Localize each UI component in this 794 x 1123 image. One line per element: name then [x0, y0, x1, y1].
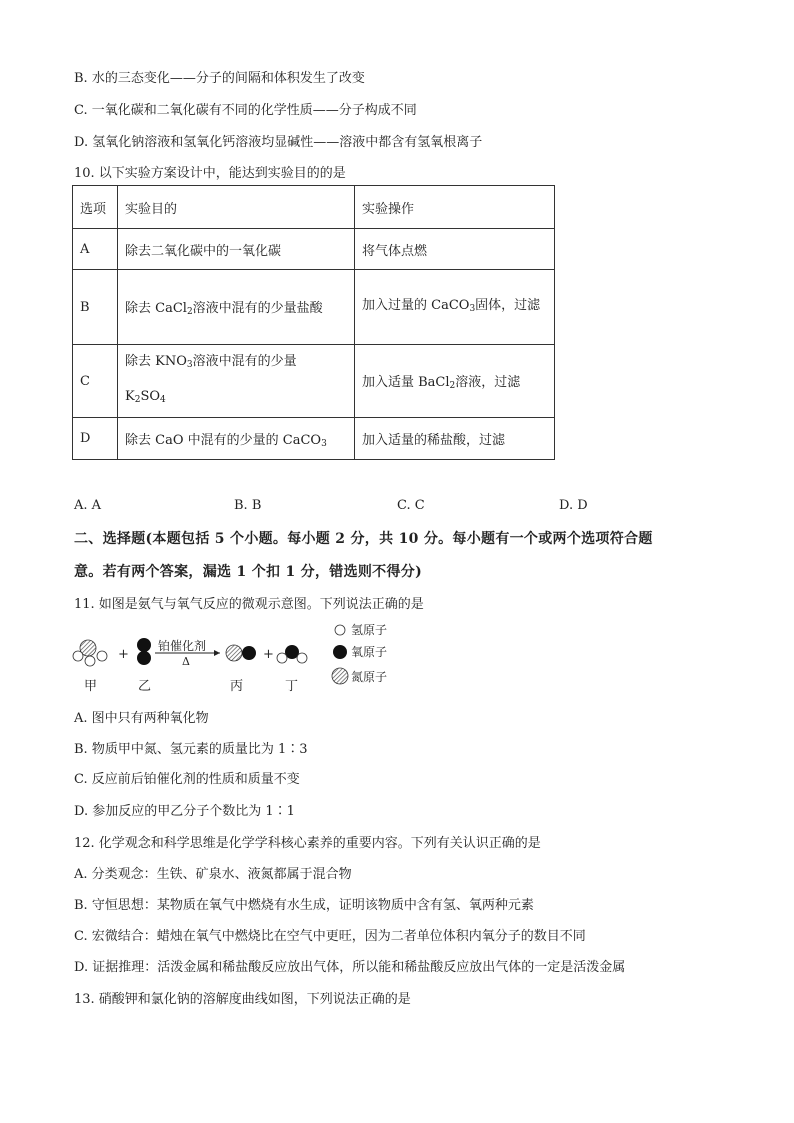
q12-option-c[interactable]: C. 宏微结合：蜡烛在氧气中燃烧比在空气中更旺，因为二者单位体积内氧分子的数目不同	[74, 929, 586, 944]
row-operation: 加入适量 BaCl$_2$溶液，过滤	[355, 345, 555, 418]
choice-d[interactable]: D. D	[559, 498, 588, 513]
reaction-diagram	[70, 618, 410, 698]
question-12-stem: 12. 化学观念和科学思维是化学学科核心素养的重要内容。下列有关认识正确的是	[74, 836, 541, 851]
plus-sign-1: +	[118, 647, 129, 662]
legend	[332, 623, 387, 684]
row-operation: 将气体点燃	[355, 229, 555, 270]
arrow-head-icon	[214, 650, 220, 656]
q12-option-a[interactable]: A. 分类观念：生铁、矿泉水、液氮都属于混合物	[74, 867, 352, 882]
question-11-stem: 11. 如图是氨气与氧气反应的微观示意图。下列说法正确的是	[74, 597, 424, 612]
choice-a[interactable]: A. A	[74, 498, 102, 513]
option-b: B. 水的三态变化——分子的间隔和体积发生了改变	[74, 71, 365, 86]
nitric-oxide-molecule	[226, 645, 256, 661]
hydrogen-legend-icon	[335, 625, 345, 635]
choice-b[interactable]: B. B	[234, 498, 262, 513]
row-option: B	[73, 270, 118, 345]
row-purpose: 除去 CaCl$_2$溶液中混有的少量盐酸	[118, 270, 355, 345]
legend-hydrogen: 氢原子	[351, 623, 388, 637]
row-purpose: 除去 $KNO_3$溶液中混有的少量 $K_2SO_4$	[118, 345, 355, 418]
question-10-stem: 10. 以下实验方案设计中，能达到实验目的的是	[74, 166, 346, 181]
choice-c[interactable]: C. C	[397, 498, 425, 513]
row-operation: 加入适量的稀盐酸，过滤	[355, 418, 555, 460]
label-ding: 丁	[285, 679, 299, 694]
table-header-row	[73, 186, 555, 229]
label-jia: 甲	[84, 679, 98, 694]
q11-option-b[interactable]: B. 物质甲中氮、氢元素的质量比为 1∶3	[74, 742, 308, 757]
option-c: C. 一氧化碳和二氧化碳有不同的化学性质——分子构成不同	[74, 103, 417, 118]
option-d: D. 氢氧化钠溶液和氢氧化钙溶液均显碱性——溶液中都含有氢氧根离子	[74, 135, 483, 150]
q11-option-d[interactable]: D. 参加反应的甲乙分子个数比为 1∶1	[74, 804, 295, 819]
section-heading-line-1: 二、选择题(本题包括 5 个小题。每小题 2 分，共 10 分。每小题有一个或两个选项符合题	[74, 531, 653, 547]
plus-sign-2: +	[263, 647, 274, 662]
oxygen-legend-icon	[333, 645, 347, 659]
q12-option-b[interactable]: B. 守恒思想：某物质在氧气中燃烧有水生成，证明该物质中含有氢、氧两种元素	[74, 898, 534, 913]
table-row	[73, 270, 555, 345]
nitrogen-legend-icon	[332, 668, 348, 684]
header-operation: 实验操作	[355, 186, 555, 229]
water-molecule	[277, 645, 307, 663]
header-purpose: 实验目的	[118, 186, 355, 229]
section-heading-line-2: 意。若有两个答案，漏选 1 个扣 1 分，错选则不得分)	[74, 564, 423, 580]
row-option: D	[73, 418, 118, 460]
legend-oxygen: 氧原子	[351, 645, 388, 659]
q11-option-a[interactable]: A. 图中只有两种氧化物	[74, 711, 209, 726]
question-13-stem: 13. 硝酸钾和氯化钠的溶解度曲线如图，下列说法正确的是	[74, 992, 411, 1007]
table-row	[73, 345, 555, 418]
row-operation: 加入过量的 CaCO$_3$固体，过滤	[355, 270, 555, 345]
label-yi: 乙	[138, 679, 152, 694]
q12-option-d[interactable]: D. 证据推理：活泼金属和稀盐酸反应放出气体，所以能和稀盐酸反应放出气体的一定是活泼金属	[74, 960, 626, 975]
row-purpose: 除去二氧化碳中的一氧化碳	[118, 229, 355, 270]
experiment-table	[72, 185, 555, 460]
legend-nitrogen: 氮原子	[351, 670, 388, 684]
row-purpose: 除去 CaO 中混有的少量的 CaCO$_3$	[118, 418, 355, 460]
heat-symbol: Δ	[182, 655, 190, 668]
ammonia-molecule	[73, 640, 107, 666]
reaction-diagram-svg	[70, 618, 410, 698]
row-option: C	[73, 345, 118, 418]
q11-option-c[interactable]: C. 反应前后铂催化剂的性质和质量不变	[74, 772, 300, 787]
table-row	[73, 229, 555, 270]
catalyst-label: 铂催化剂	[158, 639, 207, 653]
table-row	[73, 418, 555, 460]
row-option: A	[73, 229, 118, 270]
oxygen-molecule	[137, 638, 151, 665]
header-option: 选项	[73, 186, 118, 229]
label-bing: 丙	[230, 679, 244, 694]
